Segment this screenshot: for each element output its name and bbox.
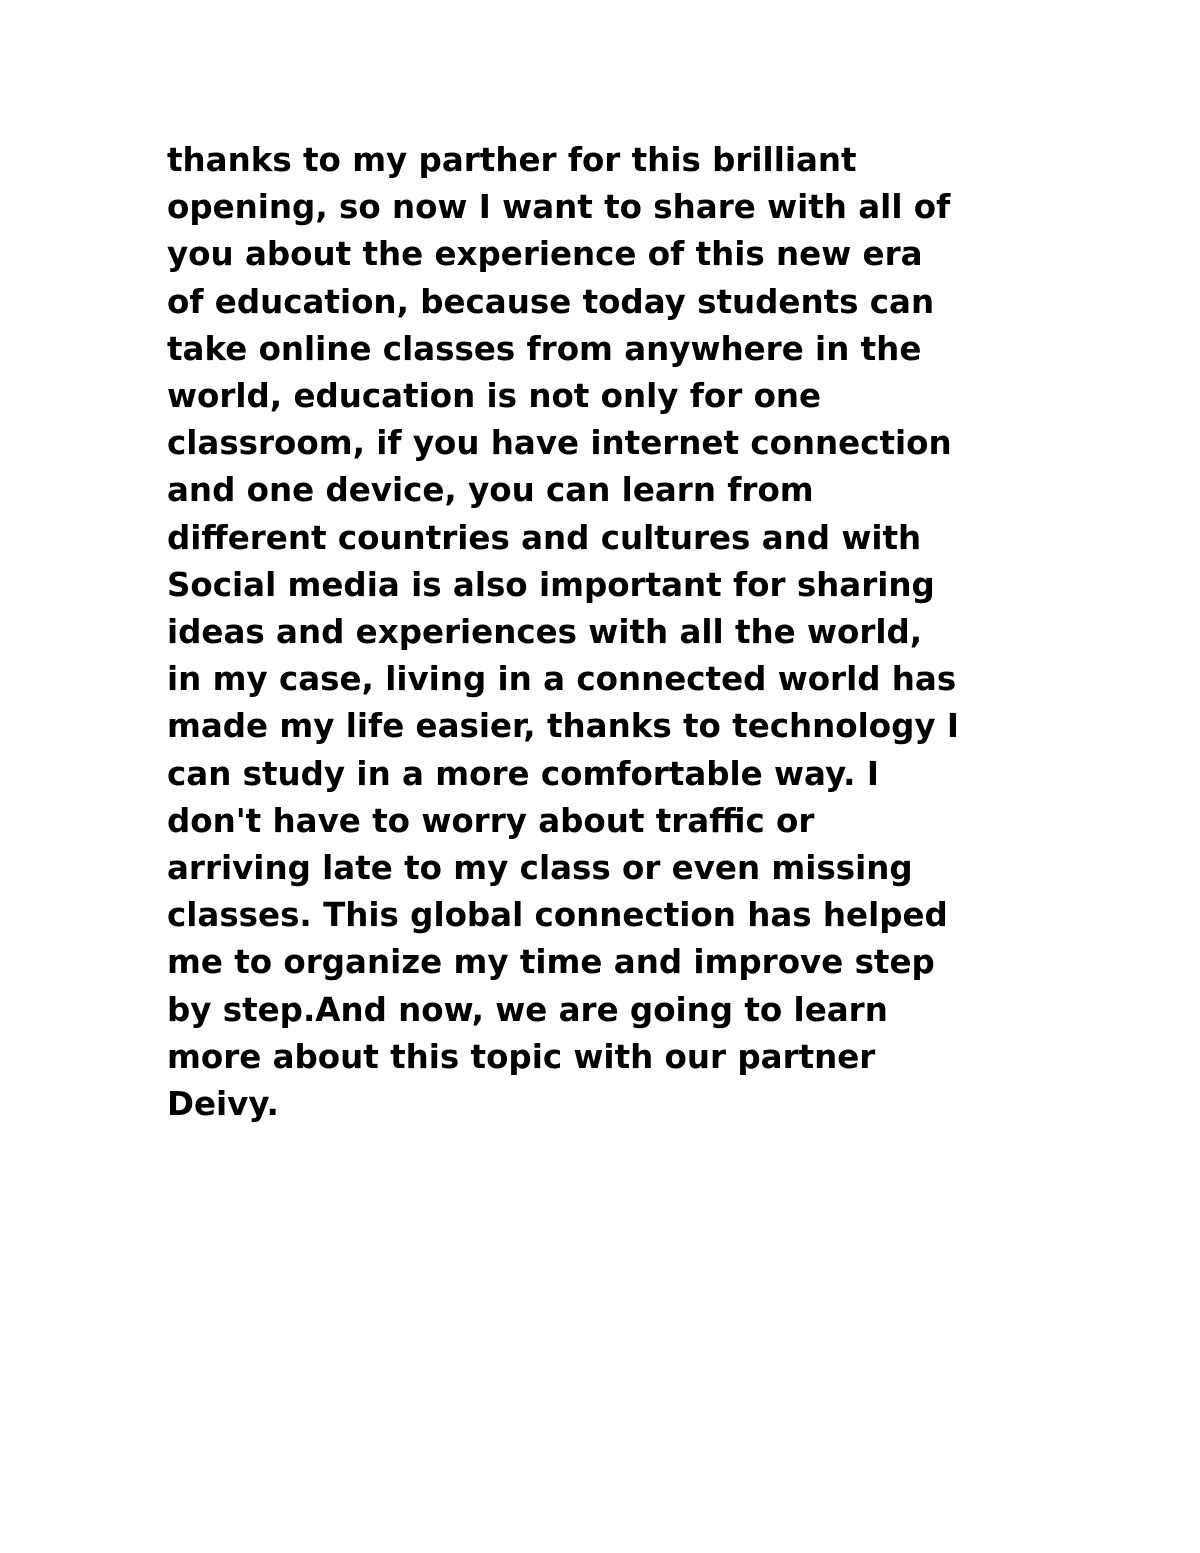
text-line: and one device, you can learn from xyxy=(167,471,814,510)
text-line: made my life easier, thanks to technology I xyxy=(167,707,959,746)
text-line: classes. This global connection has helped xyxy=(167,896,948,935)
body-paragraph xyxy=(167,137,1047,1128)
text-line: Social media is also important for sharing xyxy=(167,565,935,604)
text-line: thanks to my parther for this brilliant xyxy=(167,141,857,179)
text-line: by step.And now, we are going to learn xyxy=(167,990,888,1029)
text-line: don't have to worry about traffic or xyxy=(167,801,815,840)
text-line: arriving late to my class or even missing xyxy=(167,849,913,888)
text-line: you about the experience of this new era xyxy=(167,235,923,274)
text-line: can study in a more comfortable way. I xyxy=(167,754,879,793)
text-line: Deivy. xyxy=(167,1085,279,1124)
text-line: classroom, if you have internet connection xyxy=(167,424,952,463)
text-line: ideas and experiences with all the world, xyxy=(167,613,923,652)
text-line: me to organize my time and improve step xyxy=(167,943,935,982)
text-line: different countries and cultures and with xyxy=(167,518,922,557)
text-line: take online classes from anywhere in the xyxy=(167,329,922,368)
text-line: of education, because today students can xyxy=(167,282,935,321)
text-line: more about this topic with our partner xyxy=(167,1037,876,1076)
text-line: in my case, living in a connected world has xyxy=(167,660,957,699)
text-line: world, education is not only for one xyxy=(167,377,822,416)
text-line: opening, so now I want to share with all of xyxy=(167,188,951,227)
